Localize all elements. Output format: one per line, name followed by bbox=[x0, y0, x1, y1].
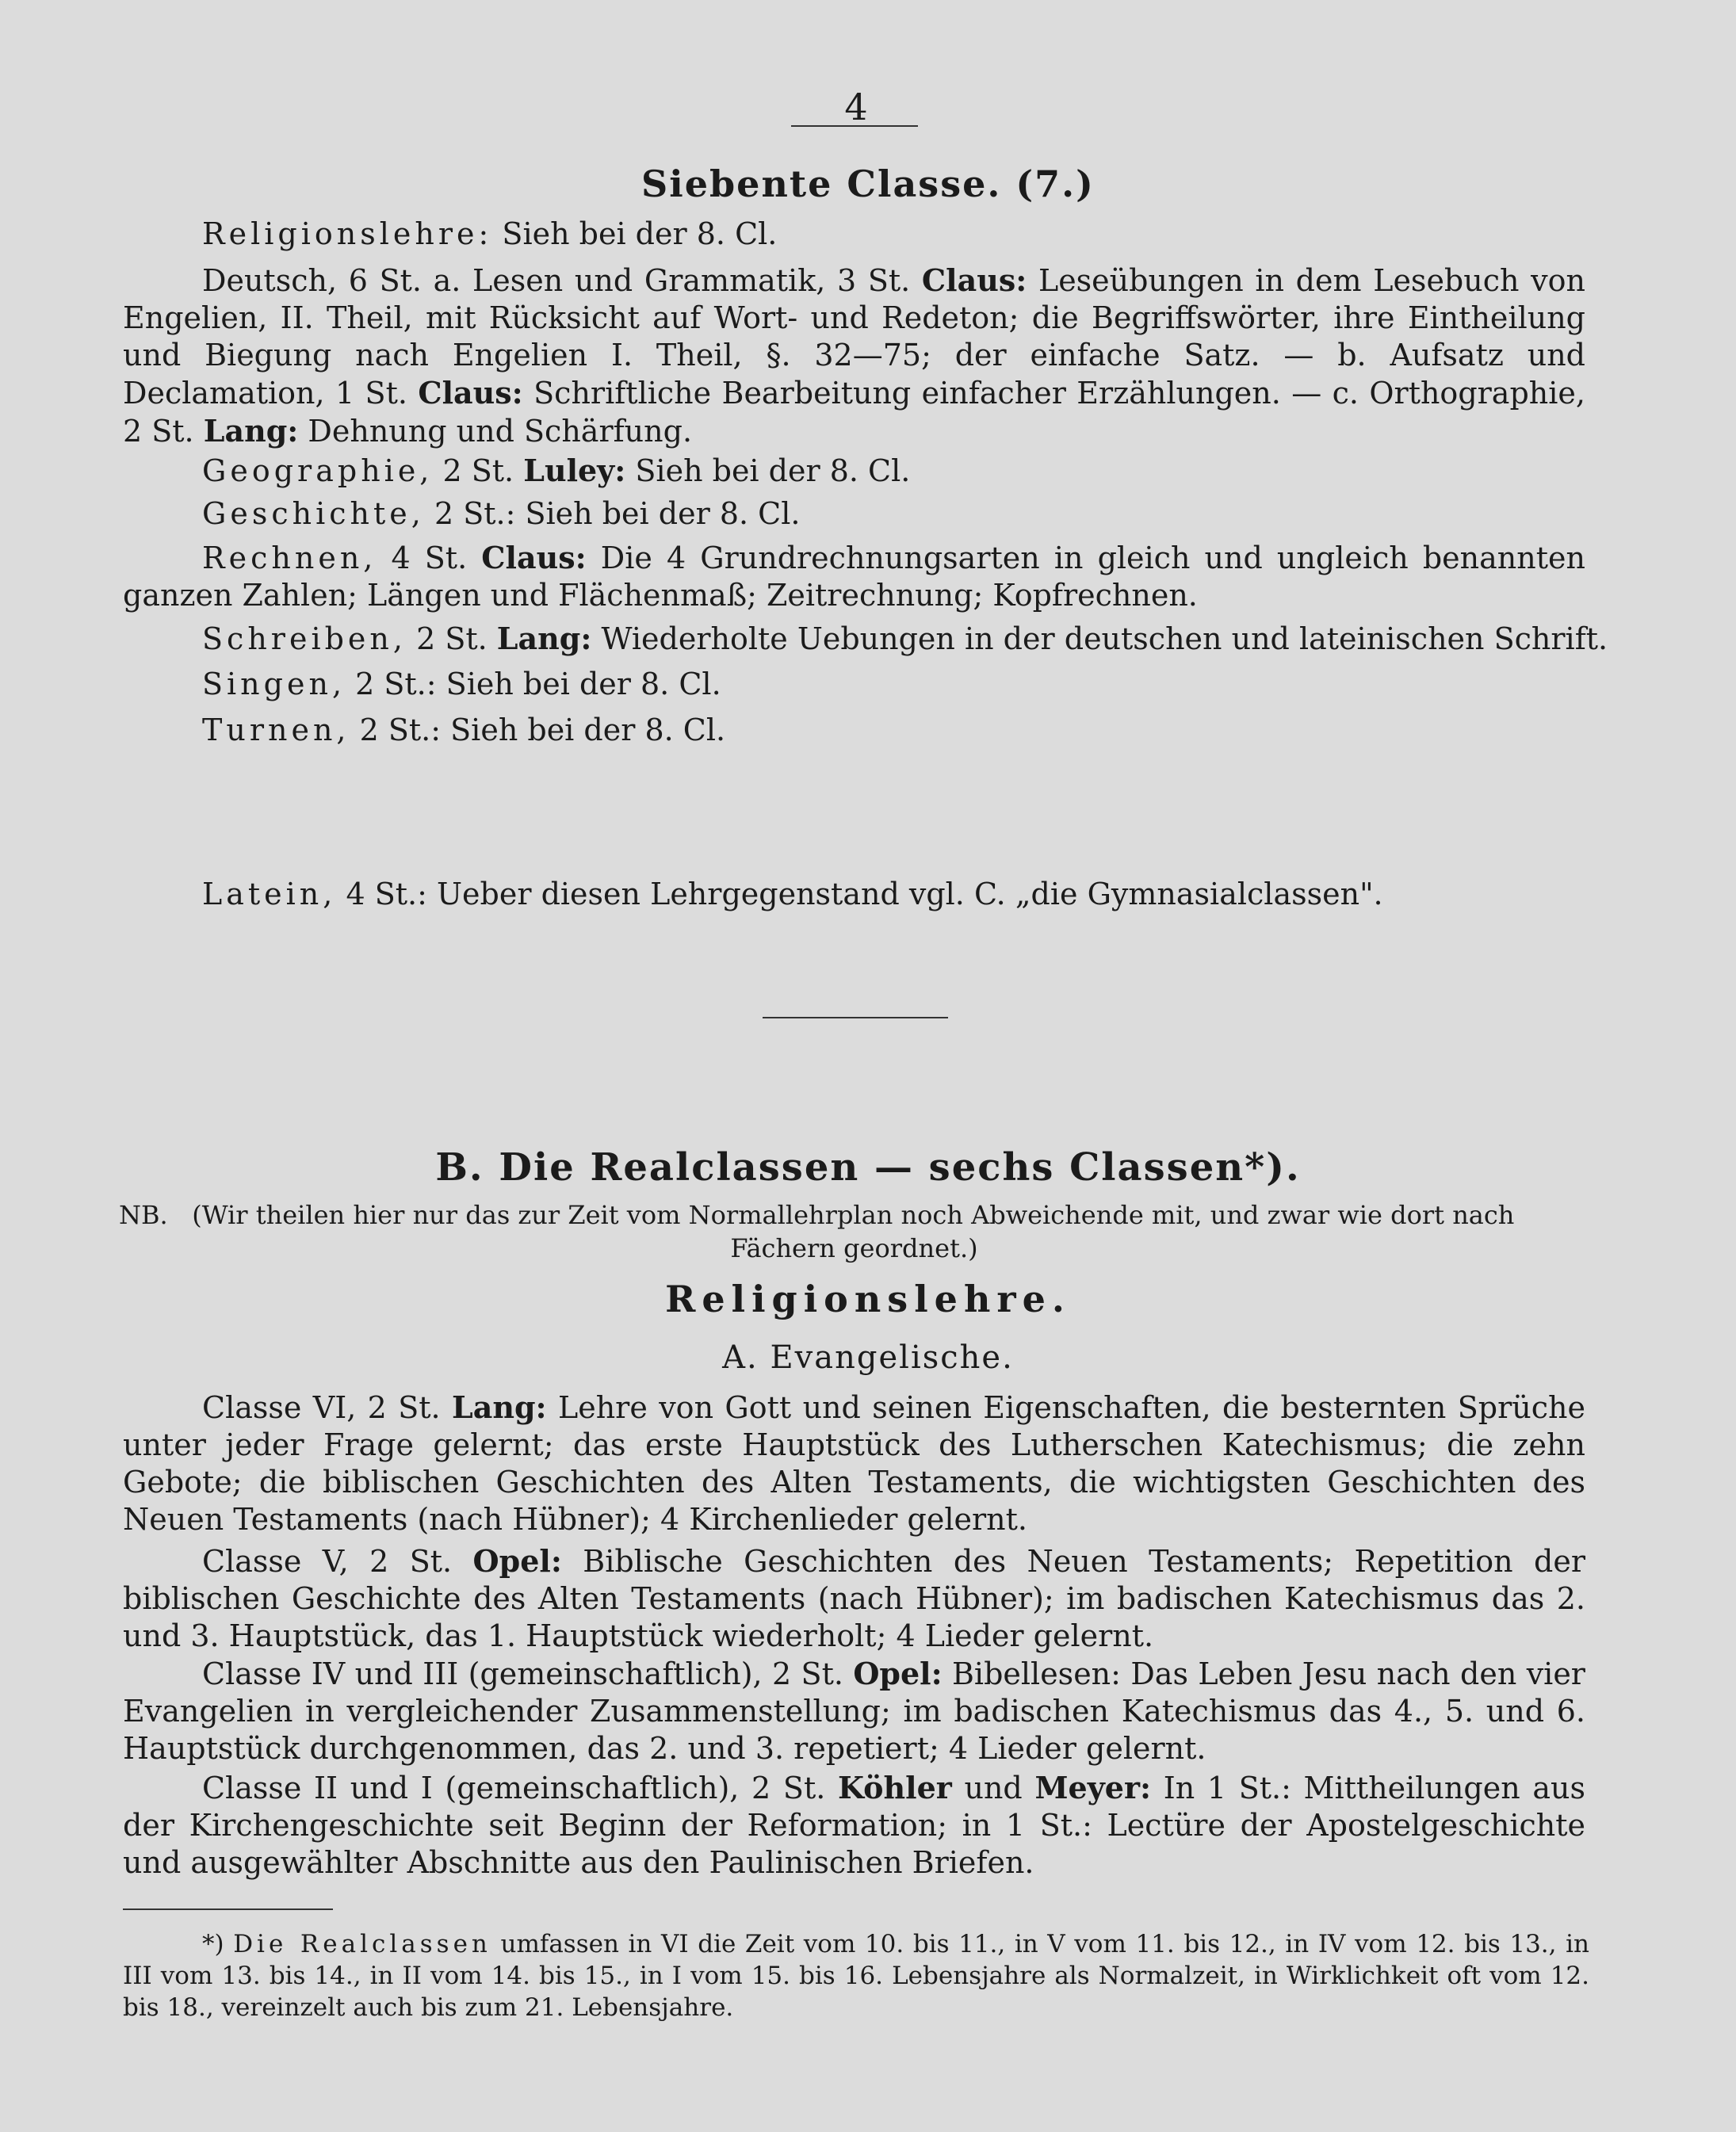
singen-subject: Singen, bbox=[202, 667, 346, 701]
teacher-name: Lang: bbox=[452, 1389, 547, 1425]
geographie-text: Sieh bei der 8. Cl. bbox=[635, 453, 911, 488]
schreiben-line bbox=[202, 620, 1608, 658]
turnen-hours: 2 St.: bbox=[359, 713, 442, 747]
teacher-name: Claus: bbox=[921, 262, 1027, 298]
singen-hours: 2 St.: bbox=[355, 667, 437, 701]
latein-text: Ueber diesen Lehrgegenstand vgl. C. „die Gymnasialclassen". bbox=[437, 877, 1383, 911]
footnote-rule bbox=[123, 1908, 333, 1910]
nb-text-2: Fächern geordnet.) bbox=[730, 1233, 978, 1263]
class-lead: Classe IV und III (gemeinschaftlich), 2 St. bbox=[202, 1656, 843, 1691]
teacher-join: und bbox=[964, 1771, 1023, 1805]
geschichte-subject: Geschichte, bbox=[202, 496, 425, 531]
teacher-name: Lang: bbox=[496, 621, 592, 656]
nb-text: (Wir theilen hier nur das zur Zeit vom Normallehrplan noch Abweichende mit, und zwar wie dort nach bbox=[192, 1200, 1515, 1230]
header-rule bbox=[791, 125, 918, 127]
footnote-marker: *) bbox=[202, 1930, 224, 1958]
footnote bbox=[123, 1928, 1589, 2023]
class-iv-iii-paragraph bbox=[123, 1655, 1585, 1767]
geschichte-text: Sieh bei der 8. Cl. bbox=[525, 496, 801, 531]
teacher-name: Opel: bbox=[853, 1656, 943, 1691]
class-text: Biblische Geschichten des Neuen Testaments; Repetition der biblischen Geschichte des Alten Testaments (nach Hübner); im badischen Katechismus das 2. und 3. Hauptstück, das 1. Hauptstück wiederholt; 4 Lieder gelernt. bbox=[123, 1544, 1585, 1653]
schreiben-subject: Schreiben, bbox=[202, 621, 407, 656]
footnote-text: umfassen in VI die Zeit vom 10. bis 11., in V vom 11. bis 12., in IV vom 12. bis 13., in III vom 13. bis 14., in II vom 14. bis 15., in I vom 15. bis 16. Lebensjahre als Normalzeit, in Wirklichkeit oft vom 12. bis 18., vereinzelt auch bis zum 21. Lebensjahre. bbox=[123, 1930, 1589, 2022]
rechnen-subject: Rechnen, bbox=[202, 541, 377, 575]
class-text: In 1 St.: Mittheilungen aus der Kirchengeschichte seit Beginn der Reformation; in 1 St.: Lectüre der Apostelgeschichte und ausgewählter Abschnitte aus den Paulinischen Briefen. bbox=[123, 1771, 1585, 1880]
religion-line bbox=[202, 216, 777, 253]
nb-note bbox=[119, 1198, 1589, 1265]
religion-subject: Religionslehre: bbox=[202, 216, 493, 251]
class-lead: Classe II und I (gemeinschaftlich), 2 St. bbox=[202, 1771, 826, 1805]
deutsch-text-1: Leseübungen in dem Lesebuch von Engelien, II. Theil, mit Rücksicht auf Wort- und Redeton; die Begriffswörter, ihre Eintheilung und Biegung nach Engelien I. Theil, §. 32—75; der einfache Satz. — b. Aufsatz und Declamation, 1 St. bbox=[123, 263, 1585, 411]
teacher-name: Köhler bbox=[837, 1770, 952, 1805]
teacher-name: Opel: bbox=[472, 1543, 562, 1579]
teacher-name: Lang: bbox=[203, 413, 299, 449]
subheading-evangelische: A. Evangelische. bbox=[722, 1339, 1014, 1376]
subheading-religionslehre: Religionslehre. bbox=[665, 1278, 1071, 1320]
class-vi-paragraph bbox=[123, 1389, 1585, 1538]
turnen-subject: Turnen, bbox=[202, 713, 350, 747]
class-v-paragraph bbox=[123, 1542, 1585, 1655]
geschichte-hours: 2 St.: bbox=[434, 496, 516, 531]
teacher-name: Claus: bbox=[418, 375, 523, 411]
rechnen-hours: 4 St. bbox=[391, 541, 468, 575]
schreiben-text: Wiederholte Uebungen in der deutschen und lateinischen Schrift. bbox=[601, 621, 1608, 656]
deutsch-text-2: Schriftliche Bearbeitung einfacher Erzählungen. — c. Orthographie, 2 St. bbox=[123, 376, 1585, 449]
class-text: Lehre von Gott und seinen Eigenschaften, die besternten Sprüche unter jeder Frage gelernt; das erste Hauptstück des Lutherschen Katechismus; die zehn Gebote; die biblischen Geschichten des Alten Testaments, die wichtigsten Geschichten des Neuen Testaments (nach Hübner); 4 Kirchenlieder gelernt. bbox=[123, 1390, 1585, 1537]
teacher-name: Luley: bbox=[523, 453, 626, 488]
teacher-name: Claus: bbox=[481, 540, 587, 575]
turnen-text: Sieh bei der 8. Cl. bbox=[450, 713, 726, 747]
deutsch-text-3: Dehnung und Schärfung. bbox=[308, 414, 693, 449]
turnen-line bbox=[202, 712, 725, 749]
teacher-name: Meyer: bbox=[1034, 1770, 1151, 1805]
nb-label: NB. bbox=[119, 1200, 168, 1230]
geographie-hours: 2 St. bbox=[442, 453, 514, 488]
geschichte-line bbox=[202, 495, 800, 533]
page-number: 4 bbox=[844, 86, 868, 128]
latein-subject: Latein, bbox=[202, 877, 337, 911]
class-text: Bibellesen: Das Leben Jesu nach den vier Evangelien in vergleichender Zusammenstellung; im badischen Katechismus das 4., 5. und 6. Hauptstück durchgenommen, das 2. und 3. repetiert; 4 Lieder gelernt. bbox=[123, 1656, 1585, 1766]
deutsch-paragraph bbox=[123, 262, 1585, 450]
singen-text: Sieh bei der 8. Cl. bbox=[445, 667, 721, 701]
class-lead: Classe VI, 2 St. bbox=[202, 1390, 441, 1425]
class-ii-i-paragraph bbox=[123, 1769, 1585, 1882]
rechnen-paragraph bbox=[123, 539, 1585, 614]
section-divider bbox=[763, 1017, 948, 1018]
section-heading-seventh-class: Siebente Classe. (7.) bbox=[641, 162, 1095, 205]
class-lead: Classe V, 2 St. bbox=[202, 1544, 453, 1579]
geographie-line bbox=[202, 452, 910, 490]
religion-text: Sieh bei der 8. Cl. bbox=[502, 216, 778, 251]
rechnen-text: Die 4 Grundrechnungsarten in gleich und ungleich benannten ganzen Zahlen; Längen und Flächenmaß; Zeitrechnung; Kopfrechnen. bbox=[123, 541, 1585, 613]
section-heading-realclassen: B. Die Realclassen — sechs Classen*). bbox=[435, 1145, 1301, 1190]
deutsch-lead: Deutsch, 6 St. a. Lesen und Grammatik, 3 St. bbox=[202, 263, 911, 298]
footnote-label: Die Realclassen bbox=[233, 1930, 491, 1958]
geographie-subject: Geographie, bbox=[202, 453, 434, 488]
singen-line bbox=[202, 666, 721, 703]
latein-hours: 4 St.: bbox=[346, 877, 427, 911]
schreiben-hours: 2 St. bbox=[416, 621, 488, 656]
latein-line bbox=[202, 876, 1383, 913]
